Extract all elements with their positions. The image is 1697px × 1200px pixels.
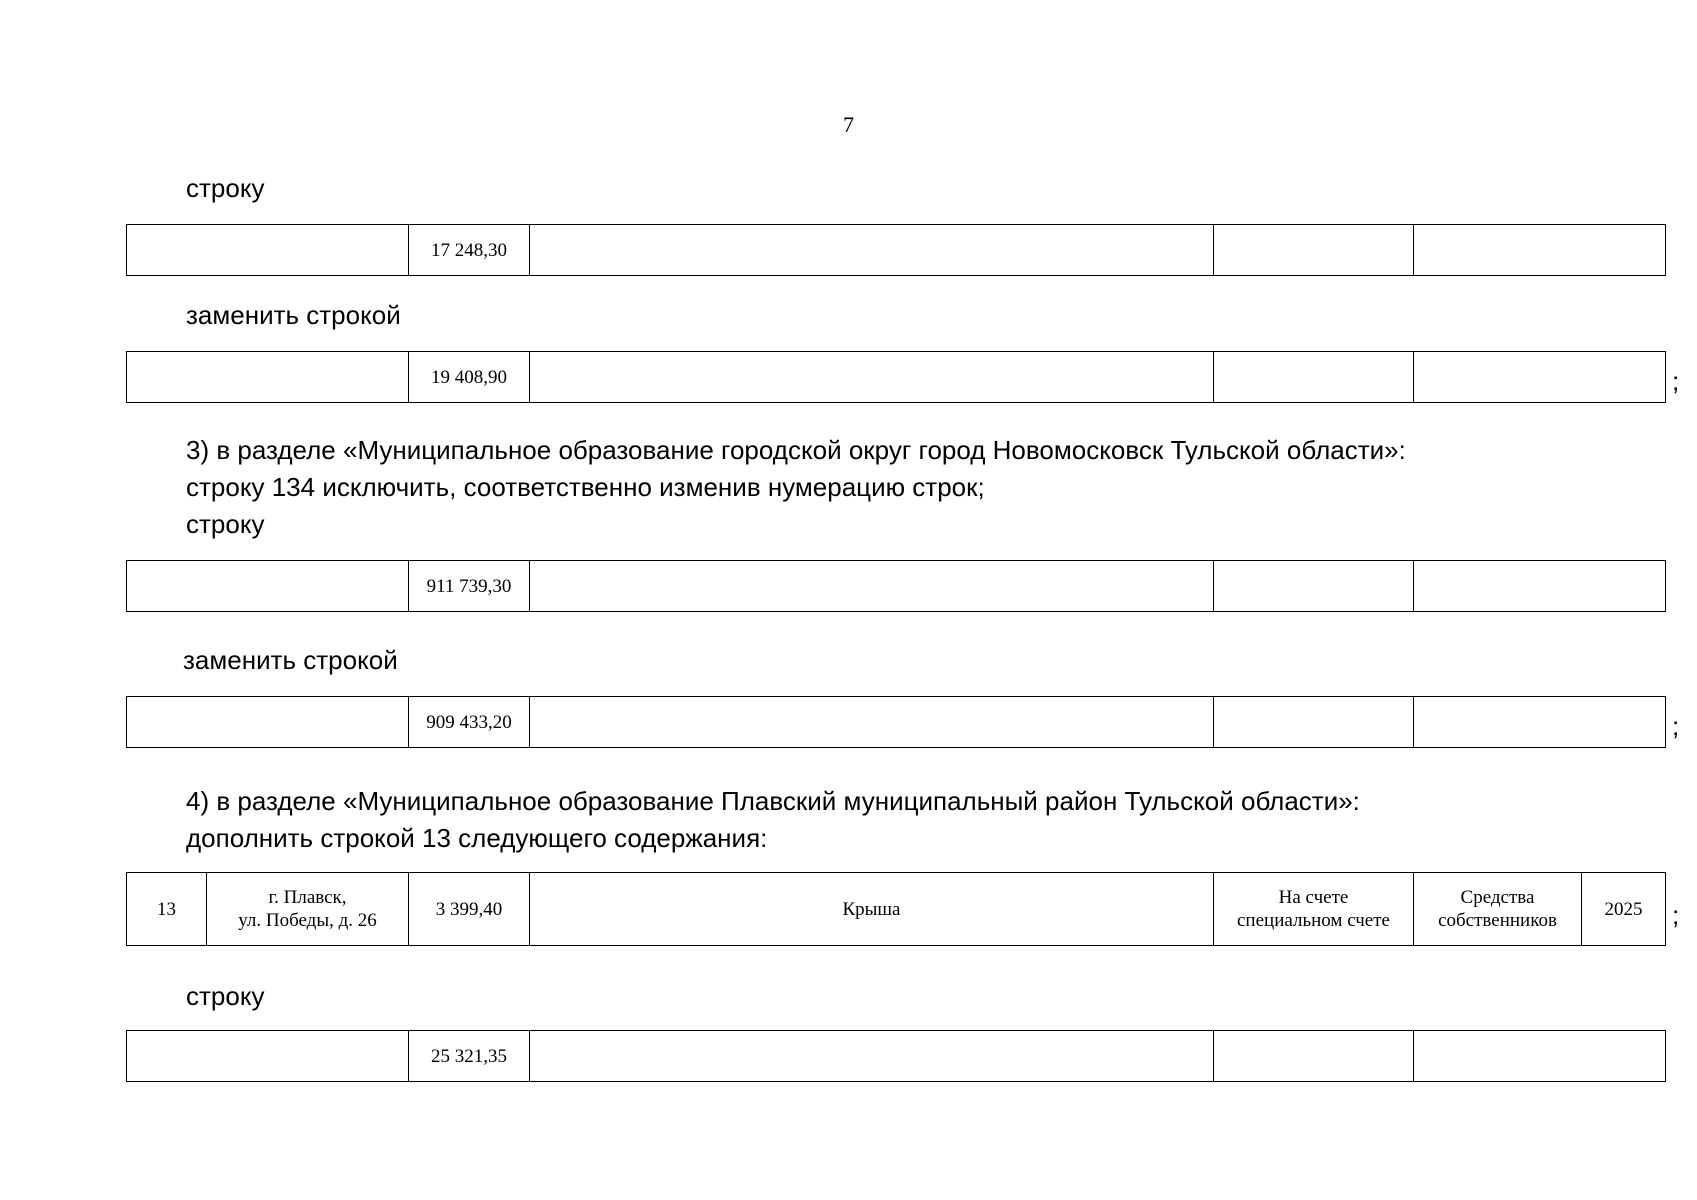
paragraph-stroku-1: строку xyxy=(186,173,265,203)
source-line1: Средства xyxy=(1460,887,1535,908)
cell-value: 19 408,90 xyxy=(409,352,530,402)
cell-work-type: Крыша xyxy=(530,873,1214,945)
cell-empty xyxy=(1414,225,1665,275)
page-number: 7 xyxy=(843,112,854,137)
address-line2: ул. Победы, д. 26 xyxy=(238,910,377,931)
cell-empty xyxy=(530,1031,1214,1081)
cell-empty xyxy=(530,561,1214,611)
table-row-5 xyxy=(126,872,1666,946)
cell-empty xyxy=(127,225,409,275)
paragraph-section-4-line2: дополнить строкой 13 следующего содержания: xyxy=(186,823,768,853)
cell-number: 13 xyxy=(127,873,207,945)
cell-value: 909 433,20 xyxy=(409,697,530,747)
address-line1: г. Плавск, xyxy=(268,887,347,908)
cell-empty xyxy=(127,561,409,611)
cell-empty xyxy=(530,352,1214,402)
cell-funding-source xyxy=(1414,873,1582,945)
cell-empty xyxy=(1214,561,1414,611)
paragraph-section-3-line3: строку xyxy=(186,509,265,539)
cell-year: 2025 xyxy=(1604,898,1643,920)
source-line2: собственников xyxy=(1438,910,1557,931)
semicolon-2: ; xyxy=(1672,711,1680,741)
paragraph-replace-1: заменить строкой xyxy=(186,300,401,330)
table-row-2 xyxy=(126,351,1666,403)
table-row-1 xyxy=(126,224,1666,276)
cell-empty xyxy=(530,225,1214,275)
cell-empty xyxy=(1414,352,1665,402)
account-line1: На счете xyxy=(1278,887,1349,908)
cell-value: 3 399,40 xyxy=(409,873,530,945)
cell-empty xyxy=(1214,352,1414,402)
semicolon-1: ; xyxy=(1672,366,1680,396)
paragraph-replace-2: заменить строкой xyxy=(183,645,398,675)
semicolon-3: ; xyxy=(1672,900,1680,930)
paragraph-stroku-3: строку xyxy=(186,981,265,1011)
cell-empty xyxy=(1214,1031,1414,1081)
cell-account xyxy=(1214,873,1414,945)
table-row-6 xyxy=(126,1030,1666,1082)
cell-empty xyxy=(1414,697,1665,747)
paragraph-section-3-line1: 3) в разделе «Муниципальное образование городской округ город Новомосковск Тульской области»: xyxy=(186,435,1406,465)
cell-empty xyxy=(127,1031,409,1081)
cell-empty xyxy=(1414,561,1665,611)
cell-empty xyxy=(1214,225,1414,275)
cell-value: 911 739,30 xyxy=(409,561,530,611)
cell-empty xyxy=(127,697,409,747)
cell-value: 25 321,35 xyxy=(409,1031,530,1081)
paragraph-section-4-line1: 4) в разделе «Муниципальное образование Плавский муниципальный район Тульской области»: xyxy=(186,786,1360,816)
cell-empty xyxy=(1214,697,1414,747)
table-row-4 xyxy=(126,696,1666,748)
account-line2: специальном счете xyxy=(1237,910,1390,931)
cell-empty xyxy=(1414,1031,1665,1081)
cell-empty xyxy=(127,352,409,402)
paragraph-section-3-line2: строку 134 исключить, соответственно изменив нумерацию строк; xyxy=(186,472,985,502)
table-row-3 xyxy=(126,560,1666,612)
cell-address xyxy=(207,873,409,945)
cell-empty xyxy=(530,697,1214,747)
cell-value: 17 248,30 xyxy=(409,225,530,275)
